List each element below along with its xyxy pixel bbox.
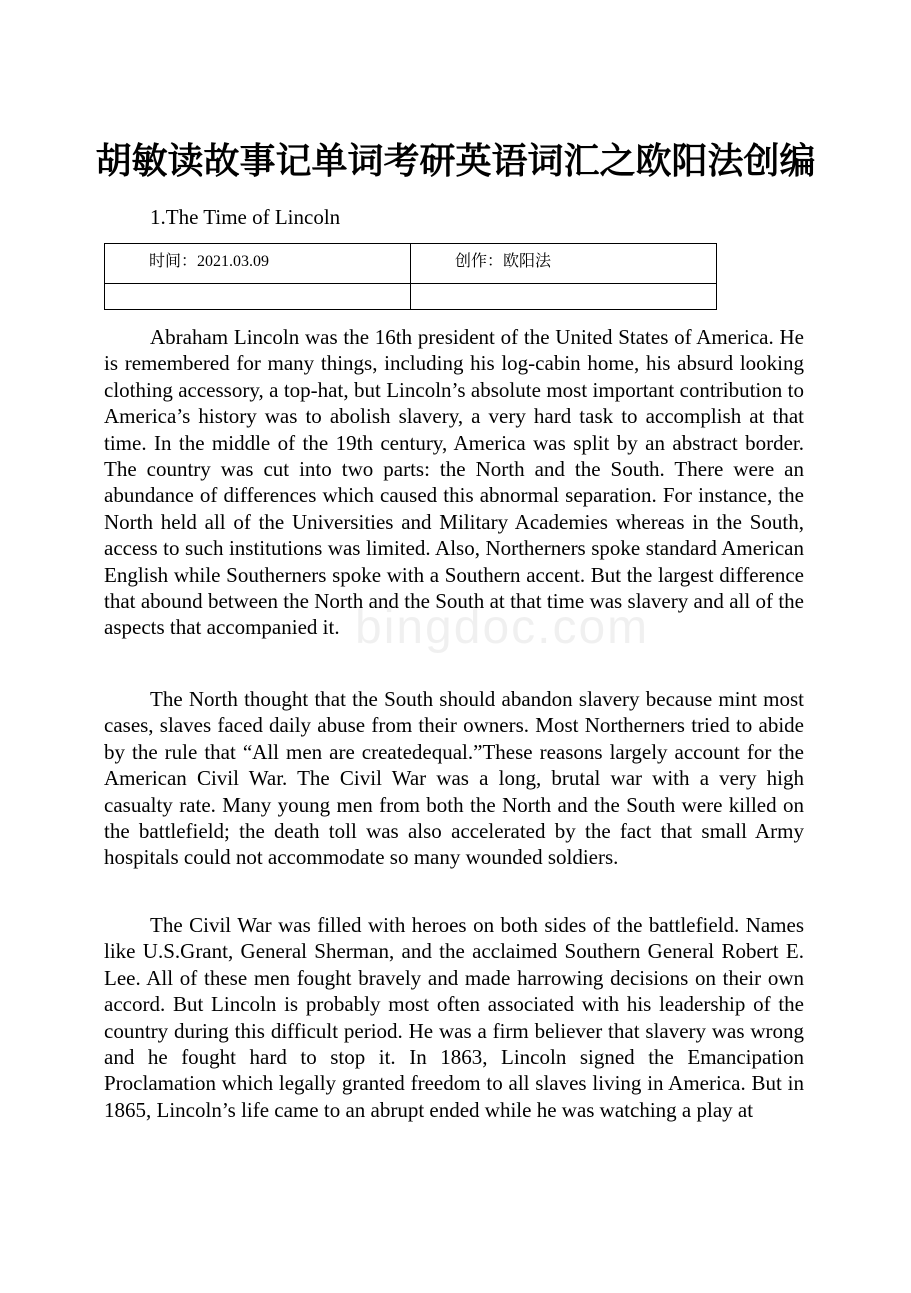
meta-table-row (105, 284, 717, 310)
meta-table (104, 243, 717, 310)
paragraph: Abraham Lincoln was the 16th president of the United States of America. He is remembered for many things, including his log-cabin home, his absurd looking clothing accessory, a top-hat, but Lincoln’s absolute most important contribution to America’s history was to abolish slavery, a very hard task to accomplish at that time. In the middle of the 19th century, America was split by an abstract border. The country was cut into two parts: the North and the South. There were an abundance of differences which caused this abnormal separation. For instance, the North held all of the Universities and Military Academies whereas in the South, access to such institutions was limited. Also, Northerners spoke standard American English while Southerners spoke with a Southern accent. But the largest difference that abound between the North and the South at that time was slavery and all of the aspects that accompanied it. (104, 325, 804, 640)
author-cell (411, 244, 717, 284)
document-title: 胡敏读故事记单词考研英语词汇之欧阳法创编 (95, 141, 816, 182)
empty-cell-text (411, 284, 716, 288)
empty-cell (105, 284, 411, 310)
empty-cell-text (105, 284, 410, 288)
empty-cell (411, 284, 717, 310)
watermark: bingdoc.com (355, 601, 650, 654)
section-heading: 1.The Time of Lincoln (150, 205, 341, 229)
meta-table-row (105, 244, 717, 284)
paragraph: The Civil War was filled with heroes on both sides of the battlefield. Names like U.S.Grant, General Sherman, and the acclaimed Southern General Robert E. Lee. All of these men fought bravely and made harrowing decisions on their own accord. But Lincoln is probably most often associated with his leadership of the country during this difficult period. He was a firm believer that slavery was wrong and he fought hard to stop it. In 1863, Lincoln signed the Emancipation Proclamation which legally granted freedom to all slaves living in America. But in 1865, Lincoln’s life came to an abrupt ended while he was watching a play at (104, 913, 804, 1122)
time-cell (105, 244, 411, 284)
author-label: 创作：欧阳法 (455, 253, 552, 270)
paragraph: The North thought that the South should abandon slavery because mint most cases, slaves faced daily abuse from their owners. Most Northerners tried to abide by the rule that “All men are createdequal.”These reasons largely account for the American Civil War. The Civil War was a long, brutal war with a very high casualty rate. Many young men from both the North and the South were killed on the battlefield; the death toll was also accelerated by the fact that small Army hospitals could not accommodate so many wounded soldiers. (104, 687, 804, 870)
time-label: 时间：2021.03.09 (149, 253, 270, 270)
